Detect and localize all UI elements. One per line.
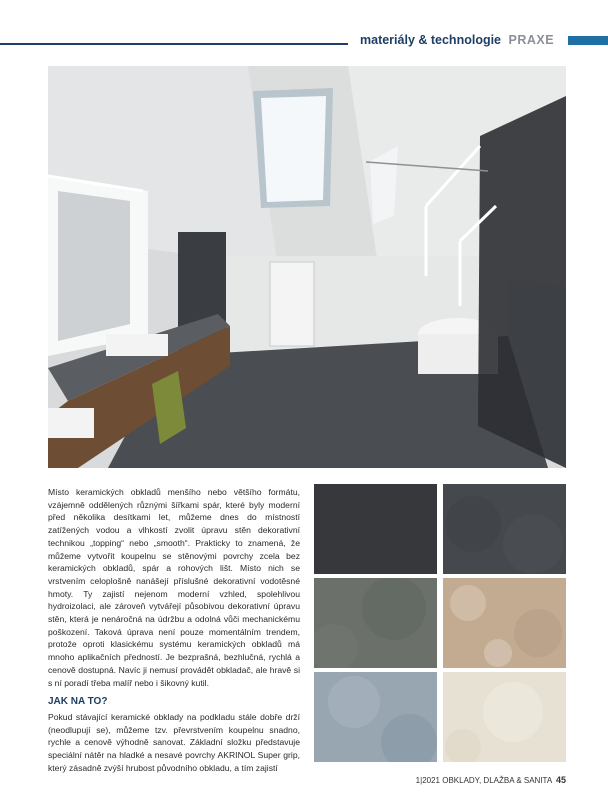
texture-swatches <box>314 484 566 762</box>
paragraph-intro: Místo keramických obkladů menšího nebo většího formátu, vzájemně oddělených různými šířkami spár, které byly moderní před několika desítkami let, můžeme dnes do místností zatížených vodou a vlhkostí zvolit úpravu stěn dekorativní technikou „topping“ nebo „smooth“. Prakticky to znamená, že můžeme vytvořit koupelnu se stěnovými povrchy zcela bez keramických obkladů, spár a rohových lišt. Místo nich se vrstvením celoplošně nanášejí příslušné dekorativní vodotěsné hmoty. Ty zajistí nejenom moderní vzhled, spolehlivou hydroizolaci, ale zároveň vytvářejí působivou dekorativní úpravu stěn, která je nenáročná na údržbu a odolná vůči mechanickému poškození. Taková úprava není pouze momentálním trendem, protože oproti klasickému systému keramických obkladů má mnoho aplikačních předností. Je bezprašná, bezhlučná, rychlá a cenově dostupná. Navíc ji nemusí provádět obkladač, ale hravě si s ní poradí třeba malíř nebo i šikovný kutil. <box>48 487 300 688</box>
header-accent-bar <box>568 36 608 45</box>
swatch-dark-slate <box>443 484 566 574</box>
swatch-dark-anthracite <box>314 484 437 574</box>
swatch-grey-green <box>314 578 437 668</box>
swatch-cream <box>443 672 566 762</box>
page-footer <box>416 775 566 785</box>
issue-label: 1|2021 OBKLADY, DLAŽBA & SANITA <box>415 776 552 785</box>
swatch-blue-grey <box>314 672 437 762</box>
article-text <box>48 486 300 774</box>
page-number: 45 <box>555 775 566 785</box>
header-rule <box>0 43 348 45</box>
bathroom-photo <box>48 66 566 468</box>
subheading: JAK NA TO? <box>48 696 108 708</box>
section-category: PRAXE <box>508 33 555 47</box>
section-title: materiály & technologie <box>360 33 502 47</box>
paragraph-how-to: Pokud stávající keramické obklady na podkladu stále dobře drží (neodlupují se), můžeme tzv. převrstvením koupelnu snadno, rychle a cenově výhodně sanovat. Základní složku představuje speciální nátěr na hladké a nesavé povrchy AKRINOL Super grip, který zásadně zvýší hrubost původního obkladu, a tím zajistí <box>48 711 300 773</box>
section-header <box>360 33 554 47</box>
swatch-beige-stone <box>443 578 566 668</box>
